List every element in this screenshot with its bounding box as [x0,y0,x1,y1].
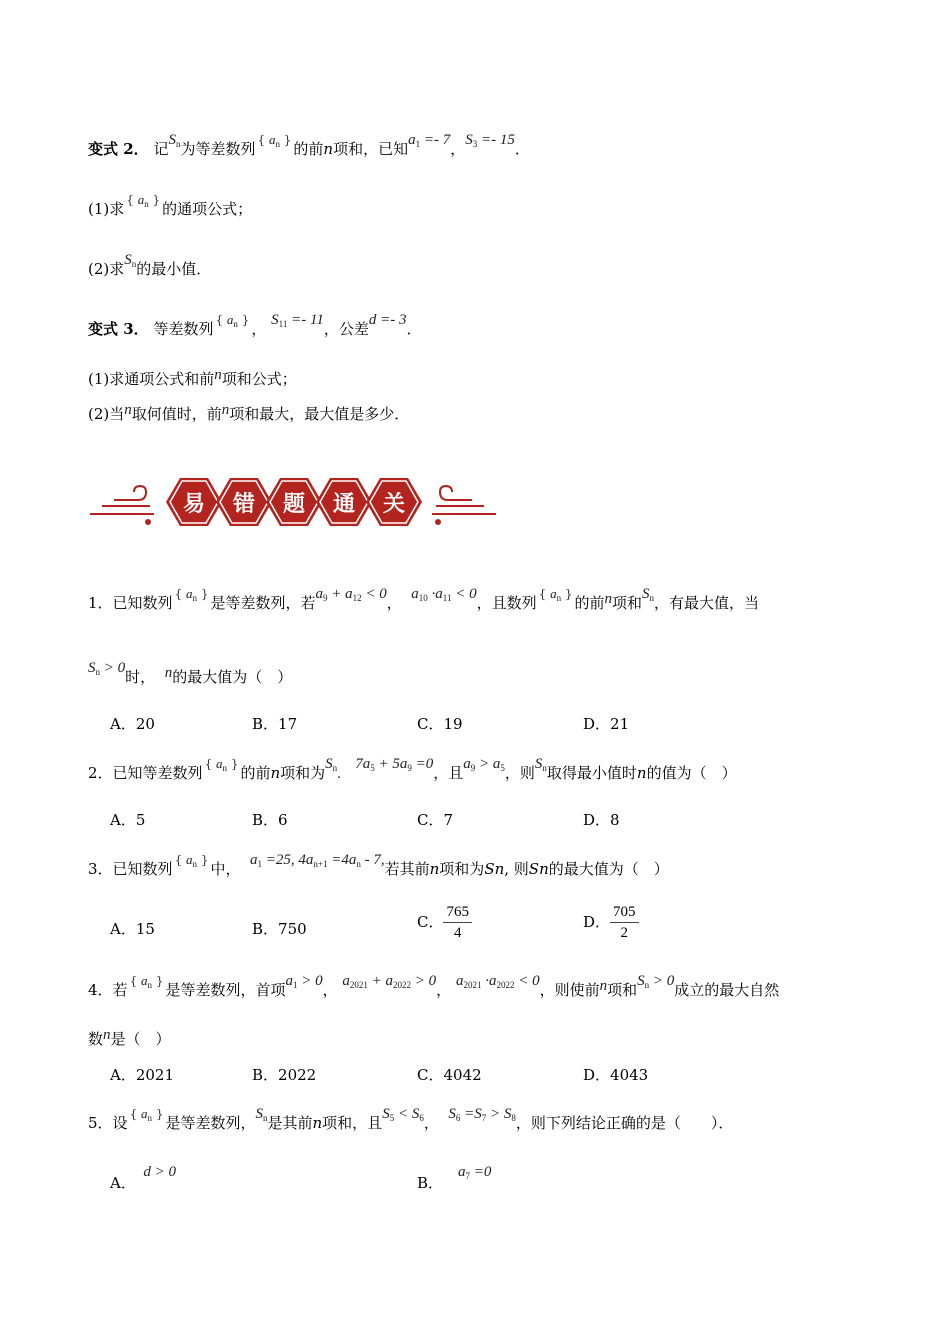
math-a9-a12: $a_9 + a_{12} < 0$ [315,586,387,603]
q4-option-a[interactable]: A．2021 [110,1066,175,1084]
banner-graphic [88,470,498,534]
fraction-765-4: $\frac{765}{4}$ [443,905,472,941]
section-banner [88,470,498,534]
variant-3-part-2: (2)当n取何值时，前n项和最大，最大值是多少． [88,402,410,423]
math-a1-positive: $a_1 > 0$ [285,973,323,990]
q3-option-b[interactable]: B．750 [252,920,307,938]
q1-option-d[interactable]: D．21 [583,715,630,733]
q2-option-a[interactable]: A．5 [110,811,146,829]
variant-3-label: 变式 3． [88,320,149,338]
variant-2-stem: 变式 2． 记$S_n$为等差数列 { $a_n$ } 的前n项和，已知$a_1 =- 7$，$S_3 =- 15$． [88,132,530,158]
variant-2-label: 变式 2． [88,140,149,158]
math-s5-lt-s6: $S_5 < S_6$ [382,1106,424,1123]
question-3-stem: 3．已知数列 { $a_n$ } 中， $a_1 =25$, $4a_{n+1} =4a_n - 7$,若其前n项和为Sn, 则Sn的最大值为（ ） [88,852,669,878]
math-recurrence: $a_1 =25$, $4a_{n+1} =4a_n - 7$, [250,852,385,869]
banner-char-5: 关 [382,492,406,517]
question-5-stem: 5．设 { $a_n$ } 是等差数列，$S_n$是其前n项和，且$S_5 < S_6$， $S_6 =S_7 > S_8$，则下列结论正确的是（ ）． [88,1106,734,1132]
q1-option-a[interactable]: A．20 [110,715,155,733]
math-a9-gt-a5: $a_9 > a_5$ [463,756,505,773]
math-s6-eq-s7-gt-s8: $S_6 =S_7 > S_8$ [448,1106,516,1123]
q2-option-d[interactable]: D．8 [583,811,620,829]
variant-2-part-1: (1)求 { $a_n$ } 的通项公式； [88,192,253,218]
q3-option-c[interactable]: C． $\frac{765}{4}$ [417,905,472,941]
math-seq-an: { $a_n$ } [257,132,292,149]
math-7a5-5a9: $7a_5 + 5a_9 =0$ [355,756,434,773]
q5-option-b[interactable]: B． $a_7 =0$ [417,1164,492,1192]
math-a10-a11: $a_{10} \cdot a_{11} < 0$ [411,586,477,603]
q2-option-c[interactable]: C．7 [417,811,454,829]
q1-option-c[interactable]: C．19 [417,715,463,733]
variant-2-part-2: (2)求$S_n$的最小值． [88,252,212,278]
q2-option-b[interactable]: B．6 [252,811,288,829]
question-2-stem: 2．已知等差数列 { $a_n$ } 的前n项和为$S_n$. $7a_5 + 5a_9 =0$，且$a_9 > a_5$，则$S_n$取得最小值时n的值为（ ） [88,756,737,782]
question-1-stem-line-2: $S_n > 0$时， n的最大值为（ ） [88,660,293,686]
question-4-stem-line-2: 数n是（ ） [88,1027,171,1048]
variant-3-part-1: (1)求通项公式和前n项和公式； [88,367,297,388]
math-a1: $a_1 =- 7$ [408,132,451,149]
fraction-705-2: $\frac{705}{2}$ [610,905,639,941]
left-cloud-ornament [90,486,154,525]
math-d: d =- 3 [368,312,407,328]
math-sn: $S_n$ [168,132,181,149]
banner-char-3: 题 [282,492,306,517]
q3-option-d[interactable]: D． $\frac{705}{2}$ [583,905,639,941]
math-a2021-times-a2022: $a_{2021} \cdot a_{2022} < 0$ [455,973,540,990]
q5-option-a[interactable]: A． d > 0 [110,1164,176,1192]
math-s3: $S_3 =- 15$ [465,132,515,149]
q4-option-d[interactable]: D．4043 [583,1066,649,1084]
q4-option-c[interactable]: C．4042 [417,1066,482,1084]
q1-option-b[interactable]: B．17 [252,715,298,733]
banner-char-2: 错 [232,492,256,517]
math-a2021-plus-a2022: $a_{2021} + a_{2022} > 0$ [342,973,437,990]
banner-char-4: 通 [332,492,356,517]
q4-option-b[interactable]: B．2022 [252,1066,317,1084]
math-s11: $S_{11} =- 11$ [271,312,324,329]
question-1-stem: 1．已知数列 { $a_n$ } 是等差数列，若$a_9 + a_{12} < 0$， $a_{10} \cdot a_{11} < 0$，且数列 { $a_n$ } 的前n项和$S_n$，有最大值，当 [88,586,760,612]
math-a7-zero: $a_7 =0$ [443,1164,492,1181]
banner-char-1: 易 [182,492,206,517]
question-4-stem: 4．若 { $a_n$ } 是等差数列，首项$a_1 > 0$， $a_{2021} + a_{2022} > 0$， $a_{2021} \cdot a_{2022} < 0$，则使前n项和$S_n > 0$成立的最大自然 [88,973,780,999]
variant-3-stem: 变式 3． 等差数列 { $a_n$ } ， $S_{11} =- 11$，公差d =- 3． [88,312,422,338]
math-d-positive: d > 0 [135,1164,176,1180]
right-cloud-ornament [432,486,496,525]
q3-option-a[interactable]: A．15 [110,920,155,938]
math-sn-positive: $S_n > 0$ [88,660,126,677]
